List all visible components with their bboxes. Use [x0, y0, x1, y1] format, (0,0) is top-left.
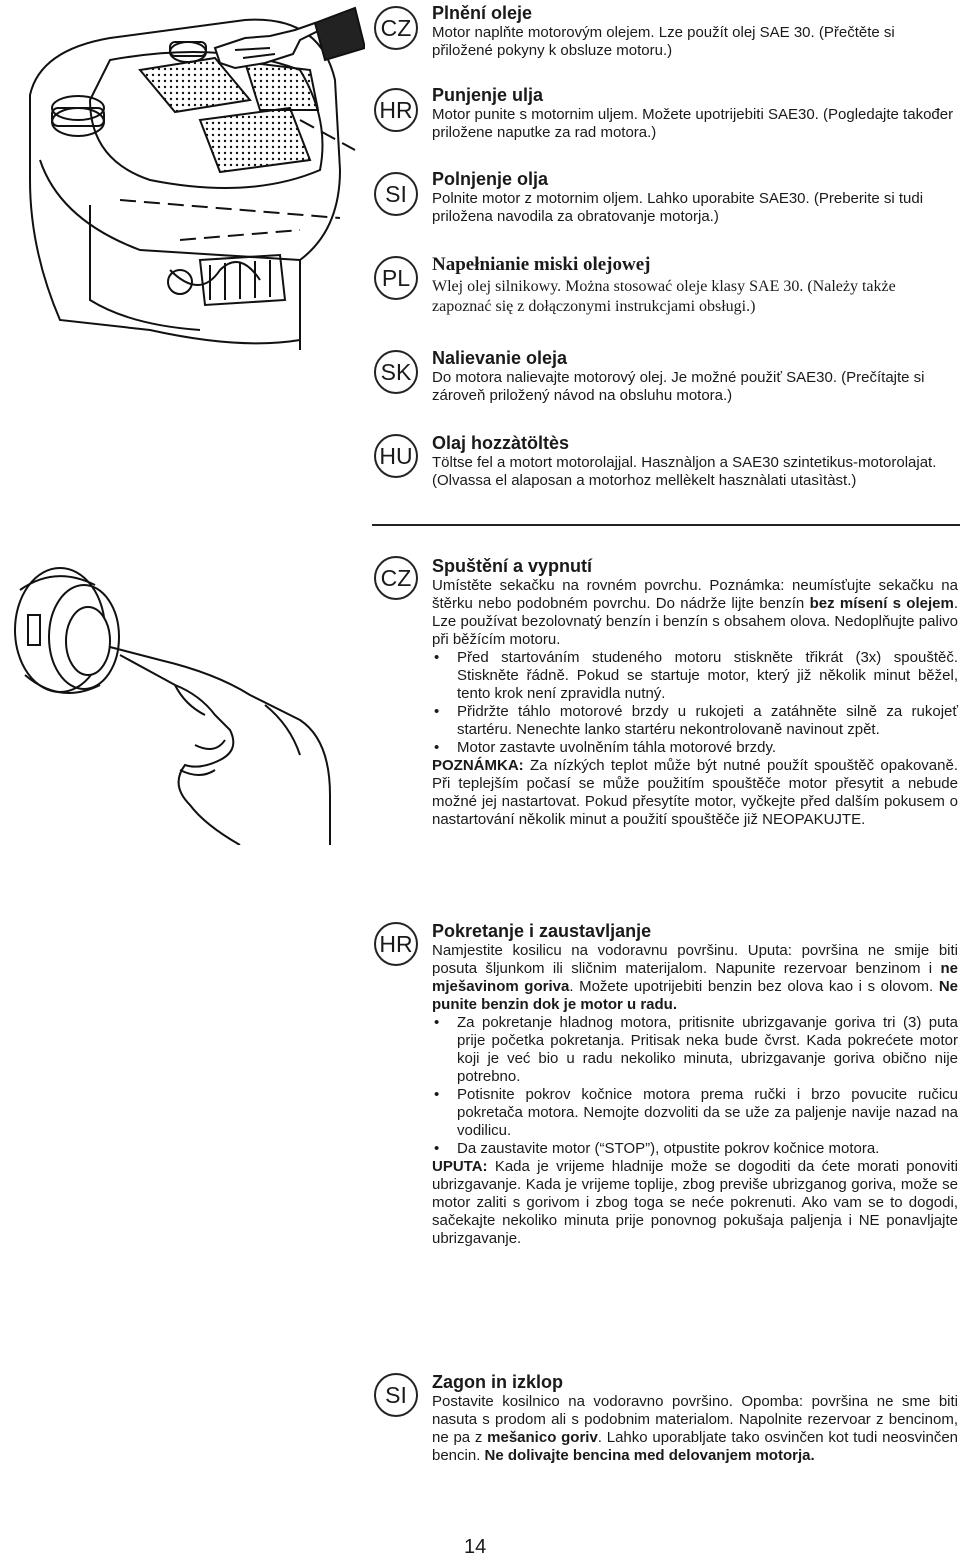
section-heading: Polnjenje olja [432, 169, 549, 189]
lang-badge-si: SI [374, 172, 418, 216]
list-item: • Před startováním studeného motoru stiskněte třikrát (3x) spouštěč. Stiskněte řádně. Pokud se startuje motor, který již několik minut běžel, tento krok není zpravidla nutný. [432, 649, 958, 703]
page-number: 14 [464, 1536, 487, 1558]
instruction-list [432, 649, 958, 757]
list-item: • Za pokretanje hladnog motora, pritisnite ubrizgavanje goriva tri (3) puta prije početka pokretanja. Pritisak neka bude čvrst. Kada pokrećete motor koji je već bio u radu nekoliko minuta, ubrizgavanje goriva obično nije potrebno. [432, 1014, 958, 1086]
primer-button-hand-illustration [0, 555, 365, 845]
oil-fill-hr [432, 85, 958, 142]
lang-badge-pl: PL [374, 256, 418, 300]
section-heading: Spuštění a vypnutí [432, 556, 593, 576]
section-body: Motor naplňte motorovým olejem. Lze použít olej SAE 30. (Přečtěte si přiložené pokyny k obsluze motoru.) [432, 24, 895, 59]
section-heading: Zagon in izklop [432, 1372, 563, 1392]
lang-badge-hu: HU [374, 434, 418, 478]
start-stop-si [432, 1372, 958, 1465]
section-heading: Pokretanje i zaustavljanje [432, 921, 652, 941]
section-paragraph: Umístěte sekačku na rovném povrchu. Poznámka: neumísťujte sekačku na štěrku nebo podobném povrchu. Do nádrže lijte benzín bez mísení s olejem. Lze používat bezolovnatý benzín i benzín s obsahem olova. Nedoplňujte palivo při běžícím motoru. [432, 577, 958, 648]
oil-fill-hu [432, 433, 958, 490]
section-paragraph: Postavite kosilnico na vodoravno površino. Opomba: površina ne sme biti nasuta s prodom ali s podobnim materialom. Napolnite rezervoar z bencinom, ne pa z mešanico goriv. Lahko uporabljate tako osvinčen kot tudi neosvinčen bencin. Ne dolivajte bencina med delovanjem motorja. [432, 1393, 959, 1464]
section-body: Wlej olej silnikowy. Można stosować oleje klasy SAE 30. (Należy także zapoznać się z dołączonymi instrukcjami obsługi.) [432, 278, 896, 315]
section-divider [372, 524, 960, 526]
lang-badge-sk: SK [374, 350, 418, 394]
section-heading: Nalievanie oleja [432, 348, 568, 368]
note-paragraph: POZNÁMKA: Za nízkých teplot může být nutné použít spouštěč opakovaně. Při teplejším počasí se může použitím spouštěče motor přesytit a nebude možné jej nastartovat. Pokud přesytíte motor, vyčkejte před dalším pokusem o nastartování několik minut a použití spouštěče již NEOPAKUJTE. [432, 757, 958, 828]
oil-fill-pl [432, 253, 958, 317]
lang-badge-cz: CZ [374, 6, 418, 50]
oil-fill-sk [432, 348, 958, 405]
section-heading: Olaj hozzàtöltès [432, 433, 570, 453]
instruction-list [432, 1014, 958, 1158]
section-body: Motor punite s motornim uljem. Možete upotrijebiti SAE30. (Pogledajte također priložene naputke za rad motora.) [432, 106, 954, 141]
lang-badge-si: SI [374, 1373, 418, 1417]
note-paragraph: UPUTA: Kada je vrijeme hladnije može se dogoditi da ćete morati ponoviti ubrizgavanje. Kada je vrijeme toplije, zbog previše ubrizganog goriva, može se motor zaliti s gorivom i zbog toga se neće pokrenuti. Ako vam se to dogodi, sačekajte nekoliko minuta prije ponovnog pokušaja paljenja i NE ponavljajte ubrizgavanje. [432, 1158, 958, 1247]
lang-badge-hr: HR [374, 88, 418, 132]
lang-badge-hr: HR [374, 922, 418, 966]
start-stop-cz [432, 556, 958, 829]
section-body: Töltse fel a motort motorolajjal. Hasznàljon a SAE30 szintetikus-motorolajat. (Olvassa el alaposan a motorhoz mellèkelt hasznàlati utasìtàst.) [432, 454, 937, 489]
section-heading: Punjenje ulja [432, 85, 544, 105]
engine-oil-fill-illustration [0, 0, 365, 360]
oil-fill-si [432, 169, 958, 226]
start-stop-hr [432, 921, 958, 1248]
list-item: • Motor zastavte uvolněním táhla motorové brzdy. [432, 739, 958, 757]
section-paragraph: Namjestite kosilicu na vodoravnu površinu. Uputa: površina ne smije biti posuta šljunkom ili sličnim materijalom. Napunite rezervoar benzinom i ne mješavinom goriva. Možete upotrijebiti benzin bez olova kao i s olovom. Ne punite benzin dok je motor u radu. [432, 942, 958, 1013]
oil-fill-cz [432, 3, 958, 60]
section-body: Do motora nalievajte motorový olej. Je možné použiť SAE30. (Prečítajte si zároveň priložený návod na obsluhu motora.) [432, 369, 925, 404]
list-item: • Přidržte táhlo motorové brzdy u rukojeti a zatáhněte silně za rukojeť startéru. Nenechte lanko startéru nekontrolovaně navinout zpět. [432, 703, 958, 739]
list-item: • Da zaustavite motor (“STOP”), otpustite pokrov kočnice motora. [432, 1140, 958, 1158]
list-item: • Potisnite pokrov kočnice motora prema ručki i brzo povucite ručicu pokretača motora. Nemojte dozvoliti da se uže za paljenje navije nazad na vodilicu. [432, 1086, 958, 1140]
section-heading: Napełnianie miski olejowej [432, 254, 651, 275]
lang-badge-cz: CZ [374, 556, 418, 600]
section-body: Polnite motor z motornim oljem. Lahko uporabite SAE30. (Preberite si tudi priložena navodila za obratovanje motorja.) [432, 190, 924, 225]
section-heading: Plnění oleje [432, 3, 533, 23]
